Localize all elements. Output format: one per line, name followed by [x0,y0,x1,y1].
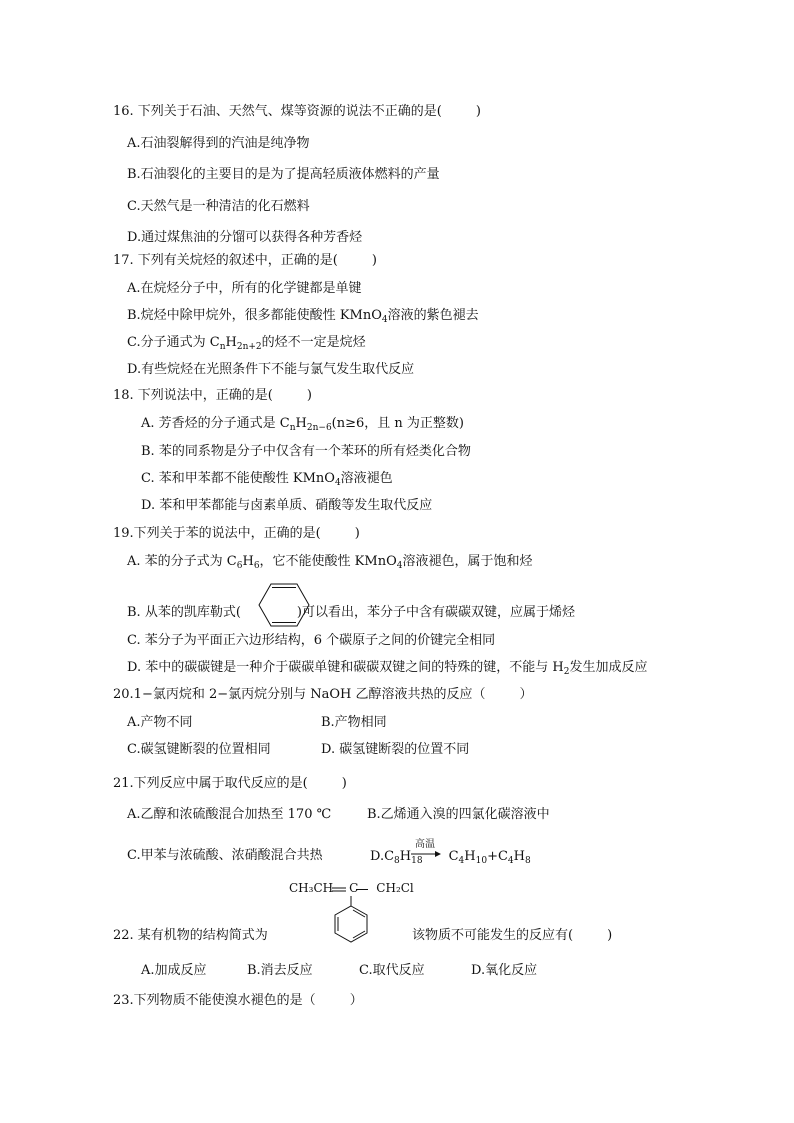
q20-option-c: C.碳氢键断裂的位置相同 [127,742,271,757]
q19-option-a: A. 苯的分子式为 $C_6H_6$，它不能使酸性 KMnO$_4$溶液褪色，属于饱和烃 [127,554,533,571]
q22-stem-tail: 该物质不可能发生的反应有( ) [412,928,613,943]
q22-option-c: C.取代反应 [359,963,425,978]
q21-option-c: C.甲苯与浓硫酸、浓硝酸混合共热 [127,848,323,863]
reaction-arrow-icon [411,850,441,858]
q23-stem: 23.下列物质不能使溴水褪色的是（ ） [113,993,363,1008]
q22-option-a: A.加成反应 [141,963,207,978]
q16-stem: 16. 下列关于石油、天然气、煤等资源的说法不正确的是( ) [113,104,481,119]
q22-option-d: D.氧化反应 [471,963,538,978]
q21-option-b: B.乙烯通入溴的四氯化碳溶液中 [367,807,550,822]
q22-stem: 22. 某有机物的结构简式为 [113,928,268,943]
q18-option-c: C. 苯和甲苯都不能使酸性 KMnO$_4$溶液褪色 [141,471,393,488]
q22-structure-diagram [322,884,392,946]
q18-option-d: D. 苯和甲苯都能与卤素单质、硝酸等发生取代反应 [141,498,433,513]
q19-option-d: D. 苯中的碳碳键是一种介于碳碳单键和碳碳双键之间的特殊的键，不能与 $H_2$发生加成反应 [127,660,648,677]
q21-reaction-condition: 高温 [415,839,435,850]
q17-option-a: A.在烷烃分子中，所有的化学键都是单键 [127,281,362,296]
q20-option-d: D. 碳氢键断裂的位置不同 [321,742,470,757]
q16-option-a: A.石油裂解得到的汽油是纯净物 [127,136,310,151]
q18-option-b: B. 苯的同系物是分子中仅含有一个苯环的所有烃类化合物 [141,444,471,459]
q22-structure-text: CH₃CH C CH₂Cl [289,881,414,895]
q17-option-d: D.有些烷烃在光照条件下不能与氯气发生取代反应 [127,362,415,377]
q21-stem: 21.下列反应中属于取代反应的是( ) [113,776,347,791]
q18-option-a: A. 芳香烃的分子通式是 $C_nH_{2n-6}(n\ge 6$，且 n 为正整数) [141,416,464,433]
q19-stem: 19.下列关于苯的说法中，正确的是( ) [113,526,360,541]
q17-stem: 17. 下列有关烷烃的叙述中，正确的是( ) [113,253,377,268]
q21-option-a: A.乙醇和浓硫酸混合加热至 170 ℃ [127,807,332,822]
q22-option-b: B.消去反应 [247,963,313,978]
q17-option-c: C.分子通式为 $C_nH_{2n+2}$的烃不一定是烷烃 [127,335,366,352]
q20-option-b: B.产物相同 [321,715,387,730]
benzene-kekule-structure [258,582,310,628]
q21-option-d: $D.C_8H_{18}$ $C_4H_{10}+C_4H_8$ [370,849,531,866]
q16-option-c: C.天然气是一种清洁的化石燃料 [127,199,310,214]
q16-option-d: D.通过煤焦油的分馏可以获得各种芳香烃 [127,230,363,245]
q20-option-a: A.产物不同 [127,715,193,730]
q19-option-b: B. 从苯的凯库勒式( )可以看出，苯分子中含有碳碳双键，应属于烯烃 [127,605,575,620]
q20-stem: 20.1−氯丙烷和 2−氯丙烷分别与 NaOH 乙醇溶液共热的反应（ ） [113,687,533,702]
q19-option-c: C. 苯分子为平面正六边形结构，6 个碳原子之间的价键完全相同 [127,633,496,648]
q18-stem: 18. 下列说法中，正确的是( ) [113,388,312,403]
q16-option-b: B.石油裂化的主要目的是为了提高轻质液体燃料的产量 [127,167,440,182]
q17-option-b: B.烷烃中除甲烷外，很多都能使酸性 KMnO$_4$溶液的紫色褪去 [127,308,479,325]
